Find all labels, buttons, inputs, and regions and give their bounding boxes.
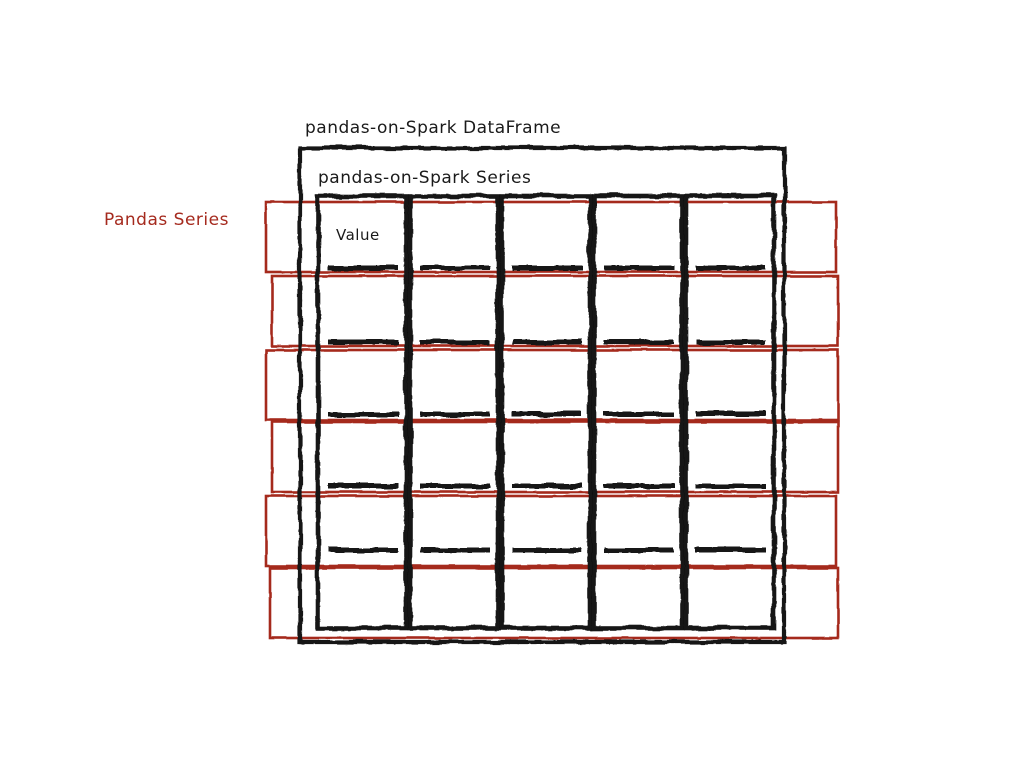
pandas-series-row-box: [272, 276, 838, 346]
spark-series-title: pandas-on-Spark Series: [318, 168, 532, 188]
pandas-series-title: Pandas Series: [104, 210, 229, 230]
cell-value-label: Value: [336, 226, 380, 244]
cell-separators: [328, 268, 766, 550]
dataframe-title: pandas-on-Spark DataFrame: [305, 118, 562, 138]
pandas-series-row-box: [266, 496, 836, 566]
pandas-series-row-box: [272, 422, 838, 492]
pandas-series-row-box: [266, 350, 838, 420]
